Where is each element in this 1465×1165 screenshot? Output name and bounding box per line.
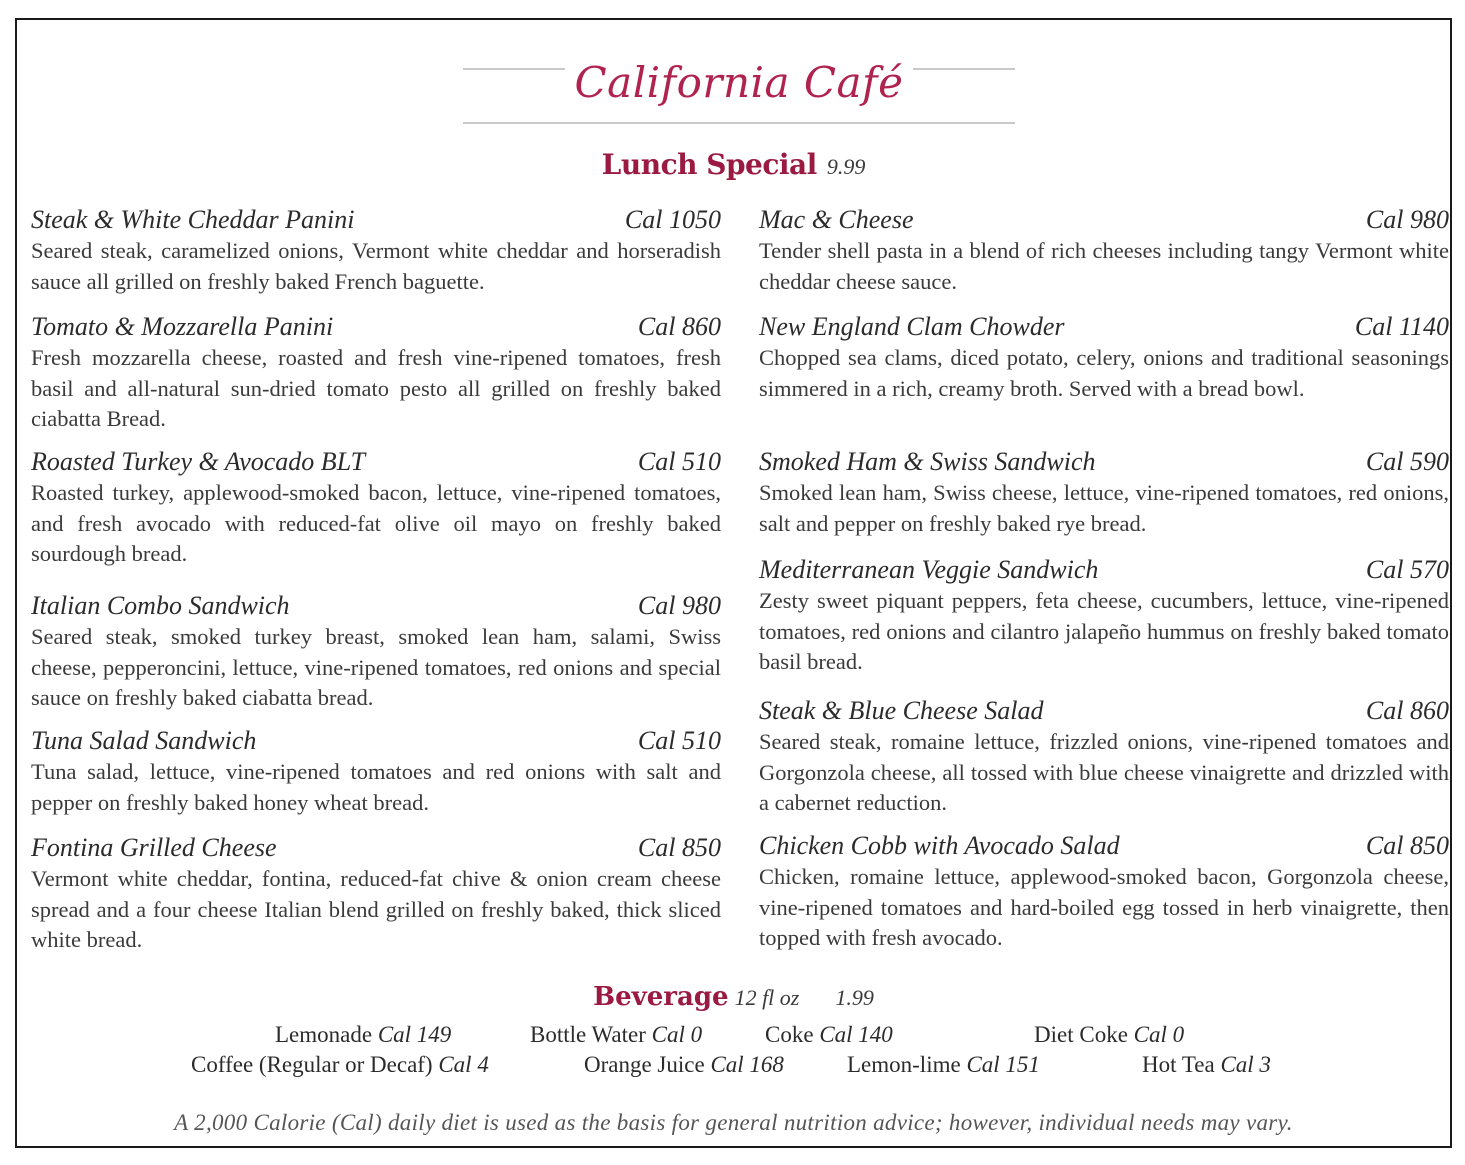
beverage-title: Beverage [593,982,729,1012]
logo [463,40,1015,130]
item-name: New England Clam Chowder [759,312,1065,341]
item-description: Chopped sea clams, diced potato, celery, onions and traditional seasonings simmered in a rich, creamy broth. Served with a bread bowl. [759,345,1449,401]
menu-item [759,311,1449,404]
beverage-calories: Cal 151 [966,1052,1040,1077]
item-calories: Cal 590 [1365,447,1449,476]
menu-frame [15,18,1452,1148]
beverage-item [1034,1022,1184,1048]
lunch-special-price: 9.99 [826,154,866,179]
lunch-special-header [17,148,1450,181]
beverage-name: Bottle Water [530,1022,646,1047]
beverage-name: Lemon-lime [847,1052,961,1077]
beverage-item [275,1022,451,1048]
beverage-calories: Cal 149 [377,1022,452,1047]
item-description: Seared steak, smoked turkey breast, smoked lean ham, salami, Swiss cheese, pepperoncini, lettuce, vine-ripened tomatoes, red onions and special sauce on freshly baked ciabatta bread. [31,624,721,710]
item-description: Fresh mozzarella cheese, roasted and fresh vine-ripened tomatoes, fresh basil and all-natural sun-dried tomato pesto all grilled on freshly baked ciabatta Bread. [31,345,721,431]
beverage-calories: Cal 140 [819,1022,893,1047]
beverage-calories: Cal 168 [710,1052,784,1077]
menu-item [31,832,721,956]
beverage-calories: Cal 0 [651,1022,703,1047]
item-description: Roasted turkey, applewood-smoked bacon, lettuce, vine-ripened tomatoes, and fresh avocado with reduced-fat olive oil mayo on freshly baked sourdough bread. [31,480,721,566]
beverage-header [17,982,1450,1012]
beverage-size: 12 fl oz [734,985,800,1010]
item-name: Steak & White Cheddar Panini [31,205,355,234]
item-name: Tuna Salad Sandwich [31,726,257,755]
menu-item [31,204,721,297]
menu-item [759,446,1449,539]
beverage-name: Hot Tea [1142,1052,1215,1077]
beverage-name: Coke [765,1022,814,1047]
item-description: Seared steak, romaine lettuce, frizzled onions, vine-ripened tomatoes and Gorgonzola cheese, all tossed with blue cheese vinaigrette and drizzled with a cabernet reduction. [759,729,1449,815]
beverage-item [1142,1052,1271,1078]
item-calories: Cal 510 [637,447,721,476]
menu-item [759,204,1449,297]
item-name: Tomato & Mozzarella Panini [31,312,334,341]
beverage-item [847,1052,1040,1078]
beverage-item [584,1052,784,1078]
item-calories: Cal 570 [1365,555,1449,584]
item-name: Chicken Cobb with Avocado Salad [759,831,1120,860]
beverage-price: 1.99 [835,985,874,1010]
beverage-calories: Cal 0 [1133,1022,1185,1047]
item-description: Zesty sweet piquant peppers, feta cheese, cucumbers, lettuce, vine-ripened tomatoes, red onions and cilantro jalapeño hummus on freshly baked tomato basil bread. [759,588,1449,674]
item-name: Roasted Turkey & Avocado BLT [31,447,366,476]
item-calories: Cal 980 [637,591,721,620]
item-description: Chicken, romaine lettuce, applewood-smoked bacon, Gorgonzola cheese, vine-ripened tomatoes and hard-boiled egg tossed in herb vinaigrette, then topped with fresh avocado. [759,864,1449,950]
beverage-item [530,1022,702,1048]
item-calories: Cal 860 [1365,696,1449,725]
item-calories: Cal 1050 [624,205,721,234]
item-name: Italian Combo Sandwich [31,591,290,620]
lunch-special-title: Lunch Special [601,148,817,181]
menu-item [31,446,721,570]
item-calories: Cal 980 [1365,205,1449,234]
item-description: Smoked lean ham, Swiss cheese, lettuce, vine-ripened tomatoes, red onions, salt and pepper on freshly baked rye bread. [759,480,1449,536]
menu-item [31,311,721,435]
beverage-name: Orange Juice [584,1052,705,1077]
item-calories: Cal 1140 [1354,312,1449,341]
nutrition-disclaimer: A 2,000 Calorie (Cal) daily diet is used as the basis for general nutrition advice; however, individual needs may vary. [174,1110,1293,1135]
beverage-item [765,1022,893,1048]
beverage-name: Lemonade [275,1022,373,1047]
beverage-item [191,1052,489,1078]
logo-bottom-rule [463,122,1015,124]
menu-item [31,725,721,818]
item-calories: Cal 860 [637,312,721,341]
beverage-name: Coffee (Regular or Decaf) [191,1052,433,1077]
logo-text: California Café [565,58,914,107]
menu-item [759,830,1449,954]
item-calories: Cal 850 [637,833,721,862]
item-description: Seared steak, caramelized onions, Vermont white cheddar and horseradish sauce all grilled on freshly baked French baguette. [31,238,721,294]
item-name: Smoked Ham & Swiss Sandwich [759,447,1096,476]
item-description: Tuna salad, lettuce, vine-ripened tomatoes and red onions with salt and pepper on freshly baked honey wheat bread. [31,759,721,815]
item-name: Steak & Blue Cheese Salad [759,696,1044,725]
item-description: Tender shell pasta in a blend of rich cheeses including tangy Vermont white cheddar cheese sauce. [759,238,1449,294]
item-name: Mediterranean Veggie Sandwich [759,555,1099,584]
beverage-name: Diet Coke [1034,1022,1128,1047]
item-calories: Cal 510 [637,726,721,755]
item-description: Vermont white cheddar, fontina, reduced-fat chive & onion cream cheese spread and a four cheese Italian blend grilled on freshly baked, thick sliced white bread. [31,866,721,952]
menu-item [759,554,1449,678]
item-name: Fontina Grilled Cheese [31,833,277,862]
menu-item [31,590,721,714]
beverage-calories: Cal 3 [1220,1052,1271,1077]
beverage-calories: Cal 4 [438,1052,489,1077]
menu-item [759,695,1449,819]
item-name: Mac & Cheese [759,205,914,234]
item-calories: Cal 850 [1365,831,1449,860]
